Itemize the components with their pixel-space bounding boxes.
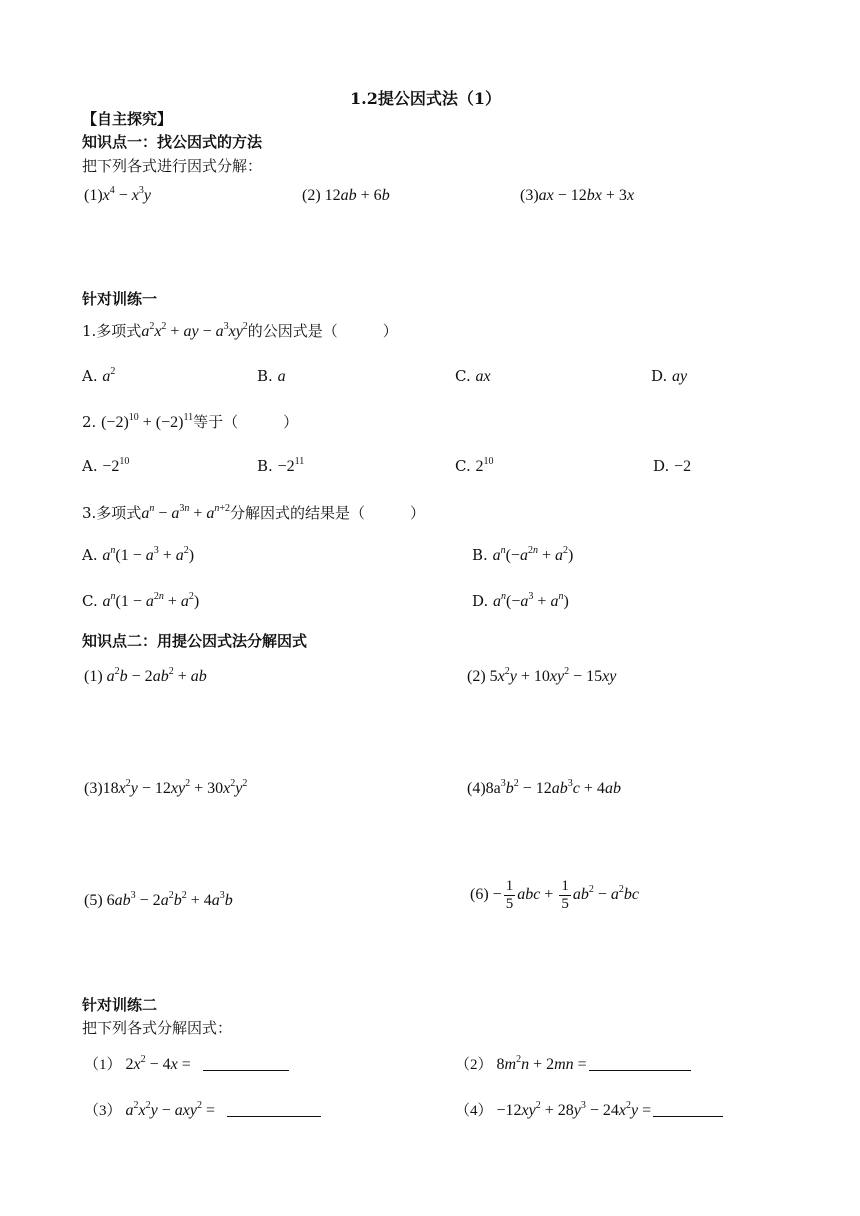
option-label: D. xyxy=(651,367,668,385)
q2-option-c: C. $2^{10}$ xyxy=(455,456,494,475)
question-suffix: 的公因式是（ ） xyxy=(247,322,398,340)
q1-option-c: C. ax xyxy=(455,367,491,385)
answer-blank[interactable] xyxy=(589,1070,691,1071)
question-suffix: 分解因式的结果是（ ） xyxy=(230,504,426,522)
fraction: $\frac{1}{5}$ xyxy=(561,878,569,912)
problem-number: (4) xyxy=(467,780,486,797)
kp2-problem-1: (1) $a^2b - 2ab^2$ + ab xyxy=(84,666,207,685)
kp1-instruction: 把下列各式进行因式分解： xyxy=(82,157,263,175)
q1-option-b: B. a xyxy=(257,367,286,385)
question-prefix: 1.多项式 xyxy=(82,322,142,340)
q2-option-d: D. −2 xyxy=(653,457,692,475)
q3-option-c: C. $a^n(1 - a^{2n} + a^2)$ xyxy=(82,591,200,610)
kp2-problem-2: (2) $5x^2y + 10xy^2 - 15xy$ xyxy=(467,666,617,685)
problem-number: (3) xyxy=(84,780,103,797)
drill2-heading: 针对训练二 xyxy=(82,996,158,1014)
option-label: C. xyxy=(455,367,471,385)
answer-blank[interactable] xyxy=(653,1116,723,1117)
page-title: 1.2提公因式法（1） xyxy=(350,89,501,108)
answer-blank[interactable] xyxy=(203,1070,289,1071)
drill2-problem-1: （1） $2x^2 - 4x$ = xyxy=(84,1053,289,1074)
kp1-problem-3: (3)ax − 12bx + 3x xyxy=(520,187,635,204)
answer-blank[interactable] xyxy=(227,1116,321,1117)
problem-number: (1) xyxy=(84,668,103,685)
drill1-question-2: 2. $(-2)^{10} + (-2)^{11}$等于（ ） xyxy=(82,412,299,431)
q3-option-d: D. $a^n(-a^3 + a^n)$ xyxy=(472,591,569,610)
kp1-problem-2: (2) 12ab + 6b xyxy=(302,187,390,204)
problem-number: （1） xyxy=(84,1057,122,1073)
drill1-question-3: 3.多项式$a^n - a^{3n} + a^{n+2}$分解因式的结果是（ ） xyxy=(82,503,426,522)
drill2-problem-2: （2） $8m^2n + 2mn$ = xyxy=(455,1053,691,1074)
option-label: A. xyxy=(82,546,98,564)
question-suffix: 等于（ ） xyxy=(193,413,299,431)
q2-option-b: B. $-2^{11}$ xyxy=(257,456,305,475)
problem-number: (3) xyxy=(520,187,539,204)
problem-number: (6) xyxy=(470,886,489,904)
problem-number: (5) xyxy=(84,892,103,909)
kp2-problem-5: (5) $6ab^3 - 2a^2b^2 + 4a^3b$ xyxy=(84,890,233,909)
question-prefix: 3.多项式 xyxy=(82,504,142,522)
drill2-problem-3: （3） $a^2x^2y - axy^2$ = xyxy=(84,1099,321,1120)
option-label: B. xyxy=(472,546,488,564)
drill1-question-1: 1.多项式$a^2x^2$ + ay − $a^3xy^2$的公因式是（ ） xyxy=(82,321,398,340)
q3-option-a: A. $a^n(1 - a^3 + a^2)$ xyxy=(82,545,195,564)
problem-number: (1) xyxy=(84,187,103,204)
option-label: A. xyxy=(82,367,98,385)
q1-option-d: D. ay xyxy=(651,367,688,385)
kp1-problem-1: $(1)x^4 - x^3y$ xyxy=(84,185,152,204)
q2-option-a: A. $-2^{10}$ xyxy=(82,456,130,475)
problem-number: （3） xyxy=(84,1103,122,1119)
option-label: B. xyxy=(257,367,273,385)
option-label: D. xyxy=(653,457,670,475)
kp2-problem-6: (6) − $\frac{1}{5}$ abc + $\frac{1}{5}$ $ab^2 - a^2bc$ xyxy=(470,878,639,912)
fraction: $\frac{1}{5}$ xyxy=(505,878,514,912)
problem-number: (2) xyxy=(302,187,321,204)
problem-number: （2） xyxy=(455,1057,493,1073)
question-prefix: 2. xyxy=(82,413,97,431)
option-label: A. xyxy=(82,457,98,475)
q1-option-a: A. $a^2$ xyxy=(82,366,116,385)
option-label: B. xyxy=(257,457,273,475)
q3-option-b: B. $a^n(-a^{2n} + a^2)$ xyxy=(472,545,574,564)
drill2-problem-4: $(4) -12xy^2 + 28y^3 - 24x^2y$ = xyxy=(455,1099,723,1120)
option-label: D. xyxy=(472,592,489,610)
problem-number: （4） xyxy=(455,1103,493,1119)
section-explore: 【自主探究】 xyxy=(82,110,173,128)
kp2-heading: 知识点二：用提公因式法分解因式 xyxy=(82,632,308,650)
drill1-heading: 针对训练一 xyxy=(82,290,158,308)
drill2-instruction: 把下列各式分解因式： xyxy=(82,1019,233,1037)
option-label: C. xyxy=(455,457,471,475)
kp2-problem-4: $(4)8a^3b^2 - 12ab^3c + 4ab$ xyxy=(467,778,621,797)
option-label: C. xyxy=(82,592,98,610)
problem-number: (2) xyxy=(467,668,486,685)
kp2-problem-3: $(3)18x^2y - 12xy^2 + 30x^2y^2$ xyxy=(84,778,248,797)
kp1-heading: 知识点一：找公因式的方法 xyxy=(82,133,263,151)
